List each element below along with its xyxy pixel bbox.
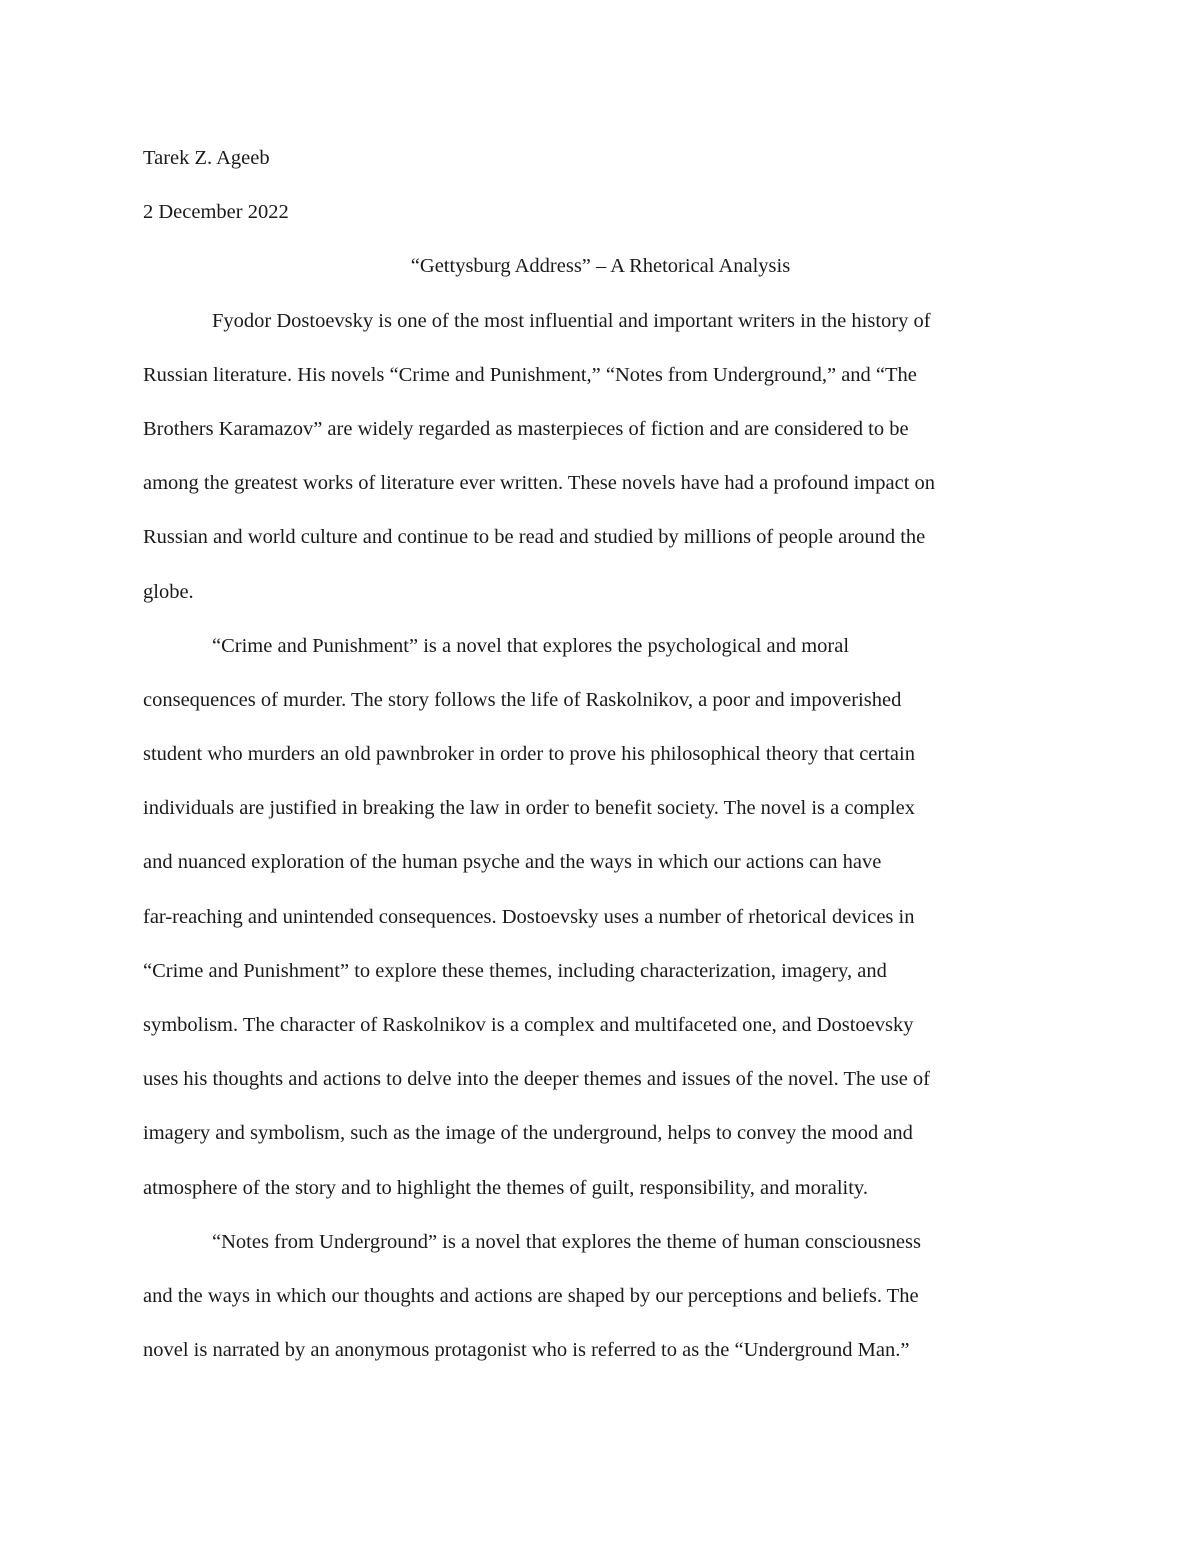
paragraph-line: and nuanced exploration of the human psyche and the ways in which our actions can have bbox=[143, 851, 882, 874]
paragraph-2 bbox=[143, 619, 1058, 1215]
paragraph-line: and the ways in which our thoughts and actions are shaped by our perceptions and beliefs. The bbox=[143, 1284, 919, 1307]
paragraph-line: Russian literature. His novels “Crime and Punishment,” “Notes from Underground,” and “The bbox=[143, 363, 917, 386]
paragraph-line: Brothers Karamazov” are widely regarded as masterpieces of fiction and are considered to be bbox=[143, 417, 909, 440]
paragraph-line: Fyodor Dostoevsky is one of the most influential and important writers in the history of bbox=[212, 309, 931, 332]
paragraph-line: consequences of murder. The story follows the life of Raskolnikov, a poor and impoverished bbox=[143, 688, 902, 711]
paragraph-line: among the greatest works of literature ever written. These novels have had a profound impact on bbox=[143, 472, 936, 495]
paragraph-line: atmosphere of the story and to highlight the themes of guilt, responsibility, and morality. bbox=[143, 1176, 868, 1199]
paragraph-line: far-reaching and unintended consequences. Dostoevsky uses a number of rhetorical devices in bbox=[143, 905, 915, 928]
paragraph-line: individuals are justified in breaking the law in order to benefit society. The novel is a complex bbox=[143, 797, 915, 820]
paragraph-3 bbox=[143, 1215, 1058, 1378]
paragraph-line: globe. bbox=[143, 580, 194, 603]
author-name: Tarek Z. Ageeb bbox=[143, 147, 270, 169]
paragraph-line: “Crime and Punishment” to explore these themes, including characterization, imagery, and bbox=[143, 959, 887, 982]
document-date: 2 December 2022 bbox=[143, 201, 289, 224]
document-body bbox=[143, 131, 1058, 1377]
paragraph-line: “Crime and Punishment” is a novel that explores the psychological and moral bbox=[212, 634, 850, 657]
paragraph-1 bbox=[143, 294, 1058, 619]
paragraph-line: student who murders an old pawnbroker in order to prove his philosophical theory that certain bbox=[143, 743, 915, 766]
paragraph-line: imagery and symbolism, such as the image of the underground, helps to convey the mood and bbox=[143, 1122, 913, 1145]
paragraph-line: “Notes from Underground” is a novel that explores the theme of human consciousness bbox=[212, 1230, 921, 1253]
document-title: “Gettysburg Address” – A Rhetorical Analysis bbox=[410, 255, 791, 278]
paragraph-line: Russian and world culture and continue to be read and studied by millions of people around the bbox=[143, 526, 926, 549]
paragraph-line: novel is narrated by an anonymous protagonist who is referred to as the “Underground Man.” bbox=[143, 1339, 910, 1362]
paragraph-line: symbolism. The character of Raskolnikov is a complex and multifaceted one, and Dostoevsky bbox=[143, 1014, 914, 1036]
paragraph-line: uses his thoughts and actions to delve into the deeper themes and issues of the novel. The use of bbox=[143, 1068, 930, 1091]
